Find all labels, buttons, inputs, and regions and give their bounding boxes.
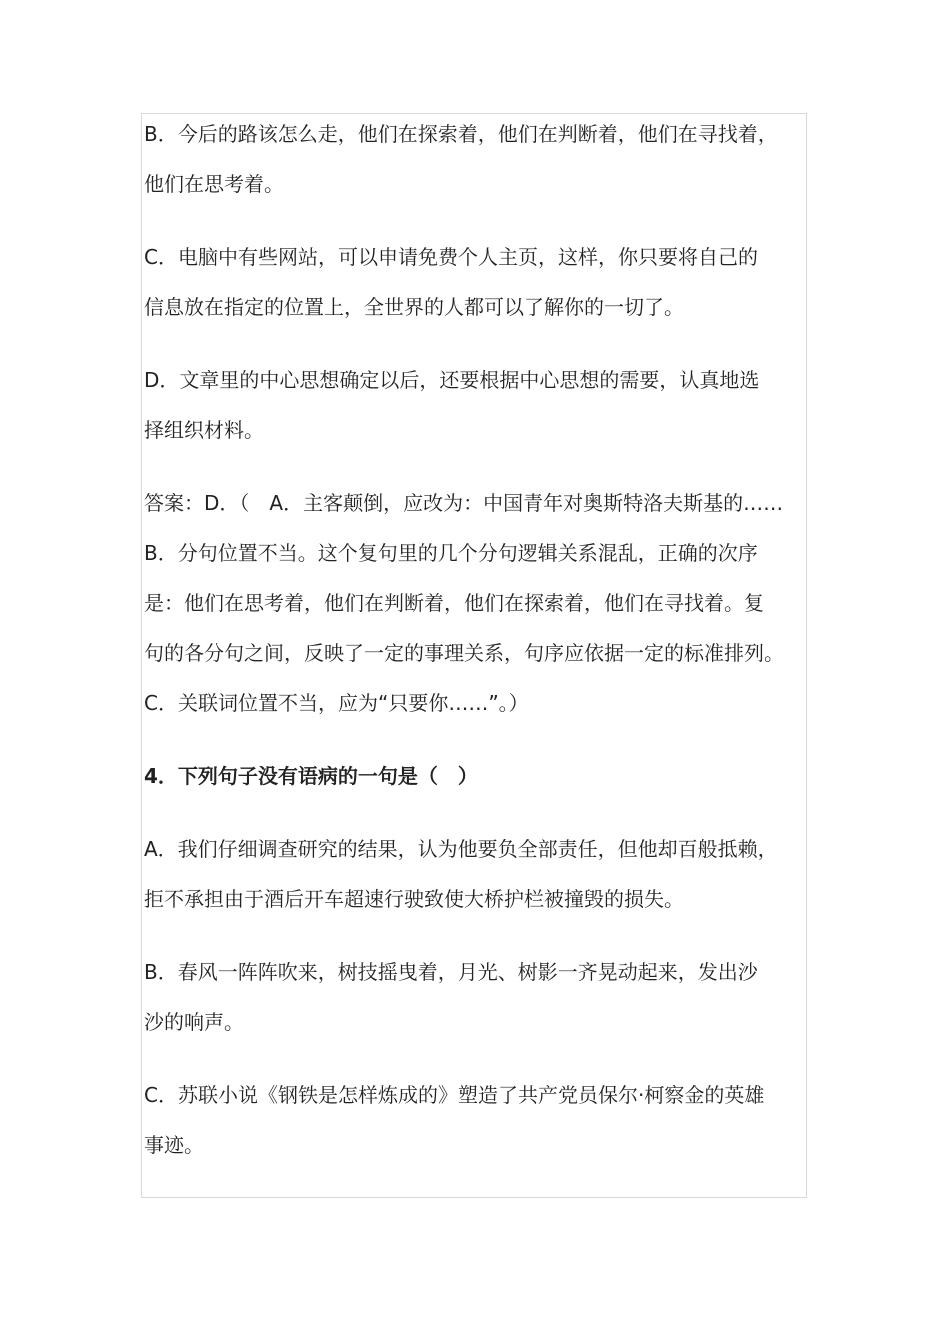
q4-option-b-paragraph xyxy=(144,947,808,1047)
text-line: 答案：D．（ A．主客颠倒，应改为：中国青年对奥斯特洛夫斯基的…… xyxy=(144,491,784,515)
text-line: 是：他们在思考着，他们在判断着，他们在探索着，他们在寻找着。复 xyxy=(144,591,764,615)
text-line: C．关联词位置不当，应为“只要你……”。） xyxy=(144,691,529,715)
question-4-title xyxy=(144,751,808,801)
text-line: 拒不承担由于酒后开车超速行驶致使大桥护栏被撞毁的损失。 xyxy=(144,887,684,911)
document-body xyxy=(144,109,808,1170)
text-line: D．文章里的中心思想确定以后，还要根据中心思想的需要，认真地选 xyxy=(144,368,760,392)
answer-paragraph xyxy=(144,478,808,728)
text-line: A．我们仔细调查研究的结果，认为他要负全部责任，但他却百般抵赖， xyxy=(144,837,778,861)
text-line: B．春风一阵阵吹来，树技摇曳着，月光、树影一齐晃动起来，发出沙 xyxy=(144,960,758,984)
text-line: 择组织材料。 xyxy=(144,418,264,442)
option-b-paragraph xyxy=(144,109,808,209)
q4-option-a-paragraph xyxy=(144,824,808,924)
q4-option-c-paragraph xyxy=(144,1070,808,1170)
text-line: C．苏联小说《钢铁是怎样炼成的》塑造了共产党员保尔·柯察金的英雄 xyxy=(144,1083,765,1107)
text-line: C．电脑中有些网站，可以申请免费个人主页，这样，你只要将自己的 xyxy=(144,245,758,269)
text-line: 他们在思考着。 xyxy=(144,172,284,196)
text-line: 句的各分句之间，反映了一定的事理关系，句序应依据一定的标准排列。 xyxy=(144,641,784,665)
text-line: B．分句位置不当。这个复句里的几个分句逻辑关系混乱，正确的次序 xyxy=(144,541,758,565)
option-d-paragraph xyxy=(144,355,808,455)
text-line: 沙的响声。 xyxy=(144,1010,244,1034)
text-line: 信息放在指定的位置上，全世界的人都可以了解你的一切了。 xyxy=(144,295,684,319)
text-line: 事迹。 xyxy=(144,1133,204,1157)
text-line: B．今后的路该怎么走，他们在探索着，他们在判断着，他们在寻找着， xyxy=(144,122,778,146)
option-c-paragraph xyxy=(144,232,808,332)
question-title-line: 4．下列句子没有语病的一句是（ ） xyxy=(144,764,478,788)
